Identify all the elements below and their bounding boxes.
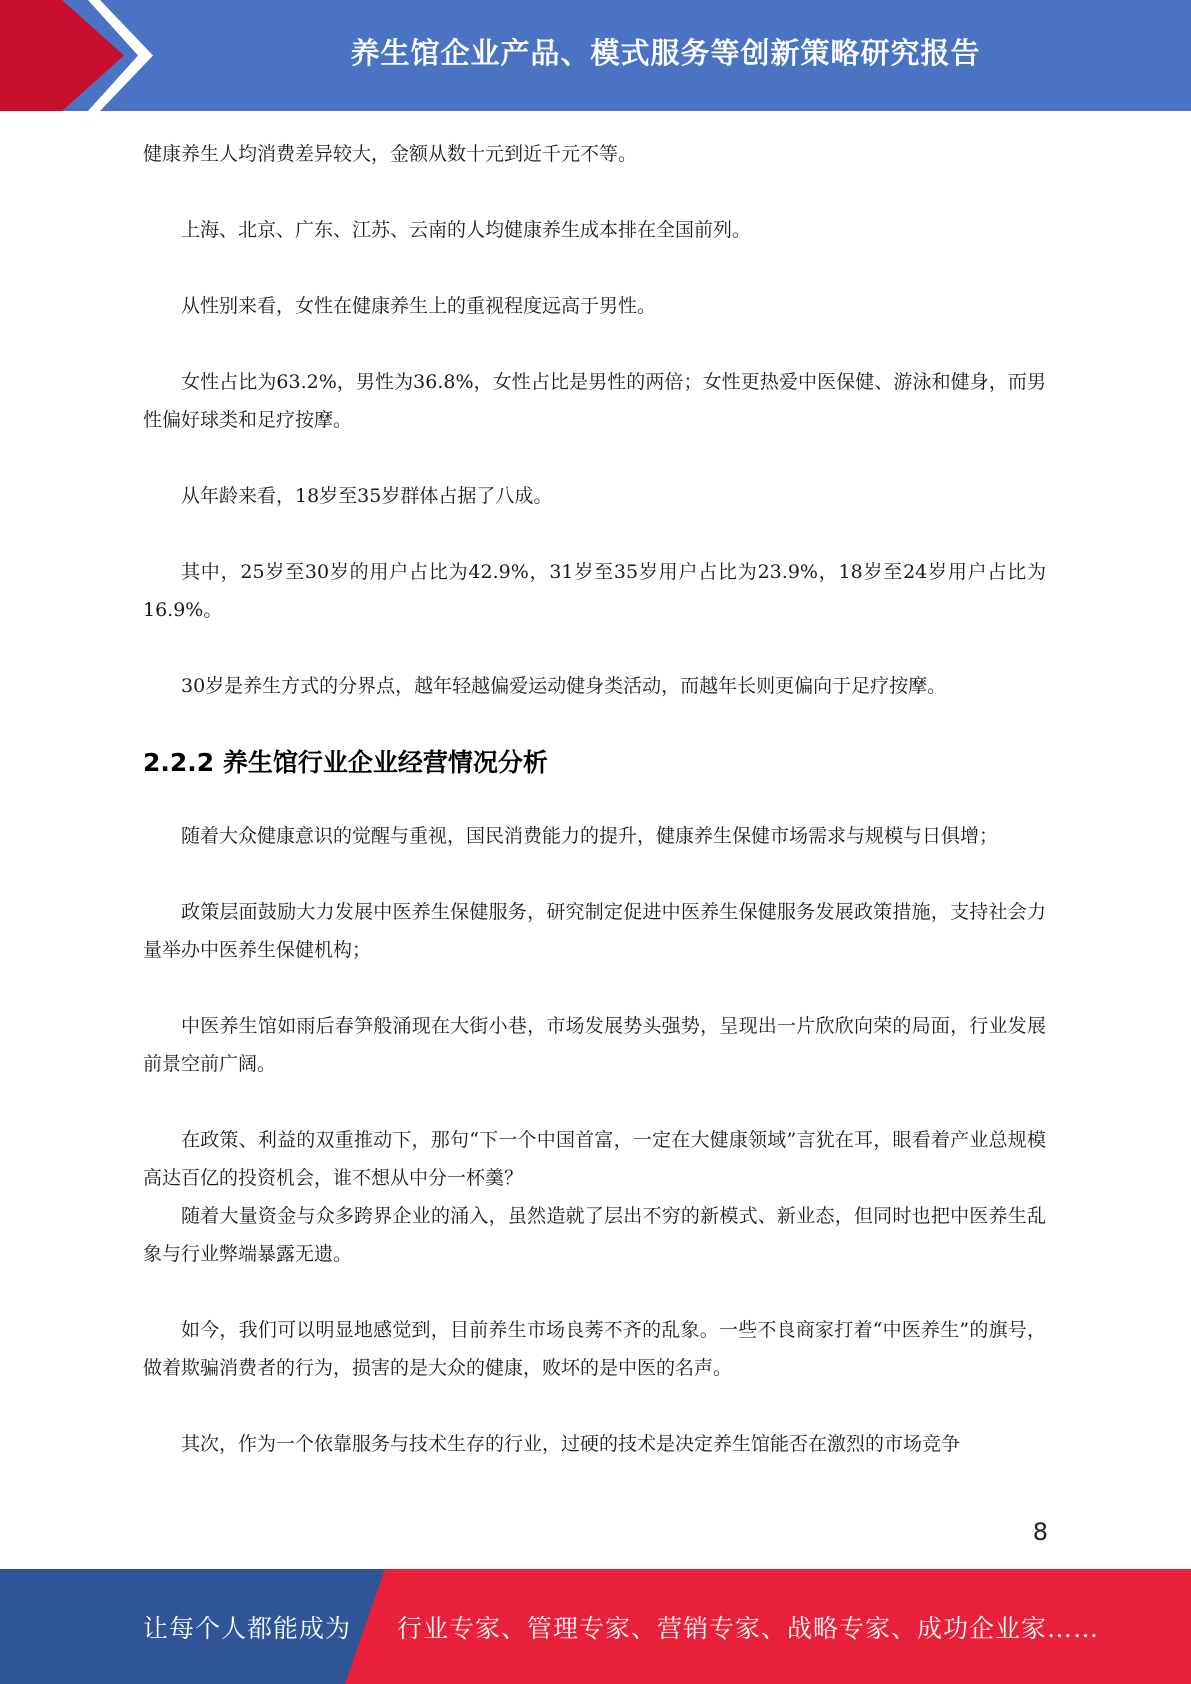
footer-slogan-left: 让每个人都能成为	[143, 1613, 352, 1643]
paragraph: 随着大众健康意识的觉醒与重视，国民消费能力的提升，健康养生保健市场需求与规模与日俱增；	[181, 825, 999, 847]
footer-slogan-right: 行业专家、管理专家、营销专家、战略专家、成功企业家……	[397, 1613, 1100, 1643]
header-band	[0, 0, 1191, 111]
page-number: 8	[1032, 1518, 1048, 1546]
footer-band	[0, 1569, 1191, 1684]
paragraph: 如今，我们可以明显地感觉到，目前养生市场良莠不齐的乱象。一些不良商家打着“中医养生”的旗号，做着欺骗消费者的行为，损害的是大众的健康，败坏的是中医的名声。	[143, 1319, 1046, 1379]
paragraph: 上海、北京、广东、江苏、云南的人均健康养生成本排在全国前列。	[181, 219, 752, 241]
paragraph: 女性占比为63.2%，男性为36.8%，女性占比是男性的两倍；女性更热爱中医保健、游泳和健身，而男性偏好球类和足疗按摩。	[143, 371, 1046, 431]
paragraph: 其次，作为一个依靠服务与技术生存的行业，过硬的技术是决定养生馆能否在激烈的市场竞争	[181, 1433, 961, 1455]
document-title: 养生馆企业产品、模式服务等创新策略研究报告	[350, 35, 981, 70]
paragraph: 在政策、利益的双重推动下，那句“下一个中国首富，一定在大健康领域”言犹在耳，眼看着产业总规模高达百亿的投资机会，谁不想从中分一杯羹？	[143, 1129, 1046, 1189]
paragraph: 中医养生馆如雨后春笋般涌现在大街小巷，市场发展势头强势，呈现出一片欣欣向荣的局面，行业发展前景空前广阔。	[143, 1015, 1046, 1075]
paragraph: 30岁是养生方式的分界点，越年轻越偏爱运动健身类活动，而越年长则更偏向于足疗按摩。	[181, 675, 947, 697]
paragraph: 政策层面鼓励大力发展中医养生保健服务，研究制定促进中医养生保健服务发展政策措施，支持社会力量举办中医养生保健机构；	[143, 901, 1046, 961]
paragraph: 其中，25岁至30岁的用户占比为42.9%，31岁至35岁用户占比为23.9%，18岁至24岁用户占比为16.9%。	[143, 561, 1046, 621]
paragraph: 从性别来看，女性在健康养生上的重视程度远高于男性。	[181, 295, 657, 317]
paragraph: 从年龄来看，18岁至35岁群体占据了八成。	[181, 485, 553, 507]
document-body	[143, 135, 1046, 1501]
paragraph: 健康养生人均消费差异较大，金额从数十元到近千元不等。	[143, 143, 638, 165]
paragraph: 随着大量资金与众多跨界企业的涌入，虽然造就了层出不穷的新模式、新业态，但同时也把中医养生乱象与行业弊端暴露无遗。	[143, 1205, 1046, 1265]
section-heading: 2.2.2 养生馆行业企业经营情况分析	[143, 748, 548, 777]
